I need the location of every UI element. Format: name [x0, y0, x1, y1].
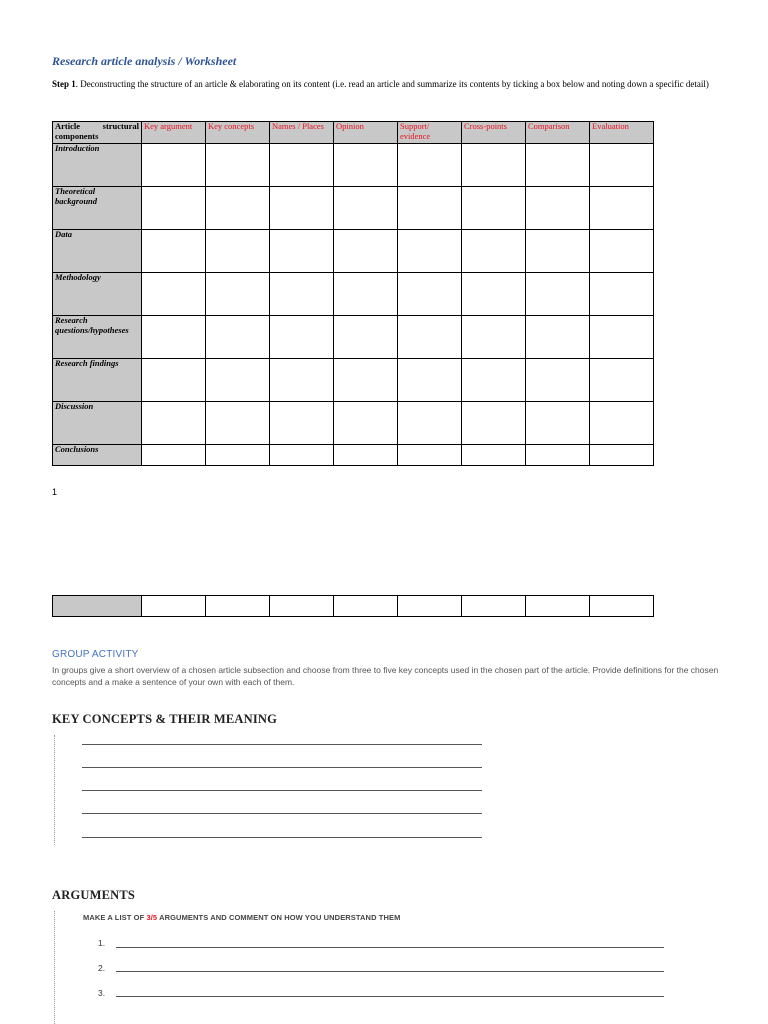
table-cell[interactable] [334, 596, 398, 617]
argument-number: 1. [98, 938, 106, 948]
table-cell[interactable] [398, 445, 462, 466]
table-row [53, 402, 654, 445]
table-cell[interactable] [590, 230, 654, 273]
table-cell[interactable] [590, 316, 654, 359]
table-cell[interactable] [270, 316, 334, 359]
table-cell[interactable] [462, 316, 526, 359]
table-cell[interactable] [590, 596, 654, 617]
table-cell[interactable] [142, 230, 206, 273]
table-cell[interactable] [206, 187, 270, 230]
table-cell[interactable] [142, 596, 206, 617]
table-cell[interactable] [206, 359, 270, 402]
table-cell[interactable] [590, 359, 654, 402]
table-cell[interactable] [206, 596, 270, 617]
table-cell[interactable] [398, 187, 462, 230]
table-cell[interactable] [334, 273, 398, 316]
table-cell[interactable] [206, 316, 270, 359]
table-cell[interactable] [142, 316, 206, 359]
table-cell[interactable] [270, 187, 334, 230]
row-header: Data [53, 230, 142, 273]
table-cell[interactable] [206, 402, 270, 445]
table-cell[interactable] [590, 445, 654, 466]
table-cell[interactable] [142, 187, 206, 230]
table-cell[interactable] [334, 445, 398, 466]
table-cell[interactable] [334, 230, 398, 273]
table-cell[interactable] [142, 445, 206, 466]
argument-line-3[interactable] [116, 996, 664, 997]
table-cell[interactable] [398, 359, 462, 402]
arguments-heading: ARGUMENTS [52, 888, 136, 902]
column-header: Evaluation [590, 122, 654, 144]
table-cell[interactable] [462, 445, 526, 466]
table-cell[interactable] [334, 316, 398, 359]
table-cell[interactable] [590, 187, 654, 230]
table-cell[interactable] [526, 230, 590, 273]
row-header: Methodology [53, 273, 142, 316]
argument-number: 3. [98, 988, 106, 998]
key-concept-line-5[interactable] [82, 837, 482, 838]
table-cell[interactable] [398, 230, 462, 273]
step-1-instructions [52, 79, 716, 90]
key-concepts-margin-rule [54, 735, 55, 845]
table-cell[interactable] [142, 273, 206, 316]
table-row [53, 445, 654, 466]
table-cell[interactable] [526, 596, 590, 617]
key-concepts-heading: KEY CONCEPTS & THEIR MEANING [52, 712, 278, 726]
table-cell[interactable] [398, 316, 462, 359]
table-cell[interactable] [142, 359, 206, 402]
table-cell[interactable] [590, 144, 654, 187]
table-cell[interactable] [462, 273, 526, 316]
group-activity-text: In groups give a short overview of a chosen article subsection and choose from three to five key concepts used in the chosen part of the article. Provide definitions for the chosen concepts and a make a sentence of your own with each of them. [52, 665, 719, 687]
column-header: Key argument [142, 122, 206, 144]
step-text: . Deconstructing the structure of an article & elaborating on its content (i.e. read an article and summarize its contents by ticking a box below and noting down a specific detail) [75, 79, 709, 89]
continuation-table-row [52, 595, 654, 617]
table-cell[interactable] [142, 144, 206, 187]
table-cell[interactable] [270, 596, 334, 617]
table-cell[interactable] [334, 144, 398, 187]
table-cell[interactable] [526, 402, 590, 445]
argument-line-2[interactable] [116, 971, 664, 972]
table-cell[interactable] [462, 144, 526, 187]
table-cell[interactable] [206, 230, 270, 273]
table-cell[interactable] [526, 445, 590, 466]
table-cell[interactable] [590, 402, 654, 445]
table-row [53, 596, 654, 617]
table-row [53, 230, 654, 273]
instruction-prefix: MAKE A LIST OF [83, 913, 147, 922]
table-cell[interactable] [270, 273, 334, 316]
table-cell[interactable] [526, 316, 590, 359]
row-header: Discussion [53, 402, 142, 445]
argument-number: 2. [98, 963, 106, 973]
table-cell[interactable] [526, 359, 590, 402]
table-cell[interactable] [526, 187, 590, 230]
row-header: Conclusions [53, 445, 142, 466]
table-cell[interactable] [270, 359, 334, 402]
worksheet-title: Research article analysis / Worksheet [52, 54, 237, 68]
table-cell[interactable] [270, 230, 334, 273]
row-header [53, 596, 142, 617]
argument-line-1[interactable] [116, 947, 664, 948]
table-cell[interactable] [206, 273, 270, 316]
row-header: Introduction [53, 144, 142, 187]
step-label: Step 1 [52, 79, 76, 89]
row-header: Theoretical background [53, 187, 142, 230]
column-header: Key concepts [206, 122, 270, 144]
table-corner-header: Article structural components [53, 122, 142, 144]
key-concept-line-3[interactable] [82, 790, 482, 791]
table-cell[interactable] [206, 445, 270, 466]
key-concept-line-4[interactable] [82, 813, 482, 814]
table-cell[interactable] [142, 402, 206, 445]
key-concept-line-2[interactable] [82, 767, 482, 768]
column-header: Support/ evidence [398, 122, 462, 144]
table-cell[interactable] [590, 273, 654, 316]
table-cell[interactable] [206, 144, 270, 187]
row-header: Research findings [53, 359, 142, 402]
table-cell[interactable] [334, 402, 398, 445]
instruction-count: 3/5 [146, 913, 158, 922]
table-cell[interactable] [398, 596, 462, 617]
arguments-margin-rule [54, 911, 55, 1024]
arguments-instruction [83, 913, 400, 922]
table-row [53, 187, 654, 230]
table-cell[interactable] [462, 402, 526, 445]
column-header: Opinion [334, 122, 398, 144]
table-cell[interactable] [398, 402, 462, 445]
table-cell[interactable] [270, 445, 334, 466]
column-header: Cross-points [462, 122, 526, 144]
table-row [53, 144, 654, 187]
table-row [53, 316, 654, 359]
article-structure-table [52, 121, 654, 466]
table-cell[interactable] [398, 144, 462, 187]
table-cell[interactable] [334, 187, 398, 230]
table-cell[interactable] [462, 596, 526, 617]
table-cell[interactable] [462, 359, 526, 402]
instruction-suffix: ARGUMENTS AND COMMENT ON HOW YOU UNDERSTAND THEM [157, 913, 401, 922]
key-concept-line-1[interactable] [82, 744, 482, 745]
table-row [53, 273, 654, 316]
table-cell[interactable] [462, 230, 526, 273]
column-header: Comparison [526, 122, 590, 144]
table-cell[interactable] [462, 187, 526, 230]
table-header-row [53, 122, 654, 144]
table-cell[interactable] [270, 144, 334, 187]
table-cell[interactable] [526, 144, 590, 187]
table-cell[interactable] [334, 359, 398, 402]
table-row [53, 359, 654, 402]
page-number: 1 [52, 487, 58, 497]
table-cell[interactable] [398, 273, 462, 316]
table-cell[interactable] [270, 402, 334, 445]
group-activity-title: GROUP ACTIVITY [52, 649, 139, 660]
table-cell[interactable] [526, 273, 590, 316]
row-header: Research questions/hypotheses [53, 316, 142, 359]
column-header: Names / Places [270, 122, 334, 144]
